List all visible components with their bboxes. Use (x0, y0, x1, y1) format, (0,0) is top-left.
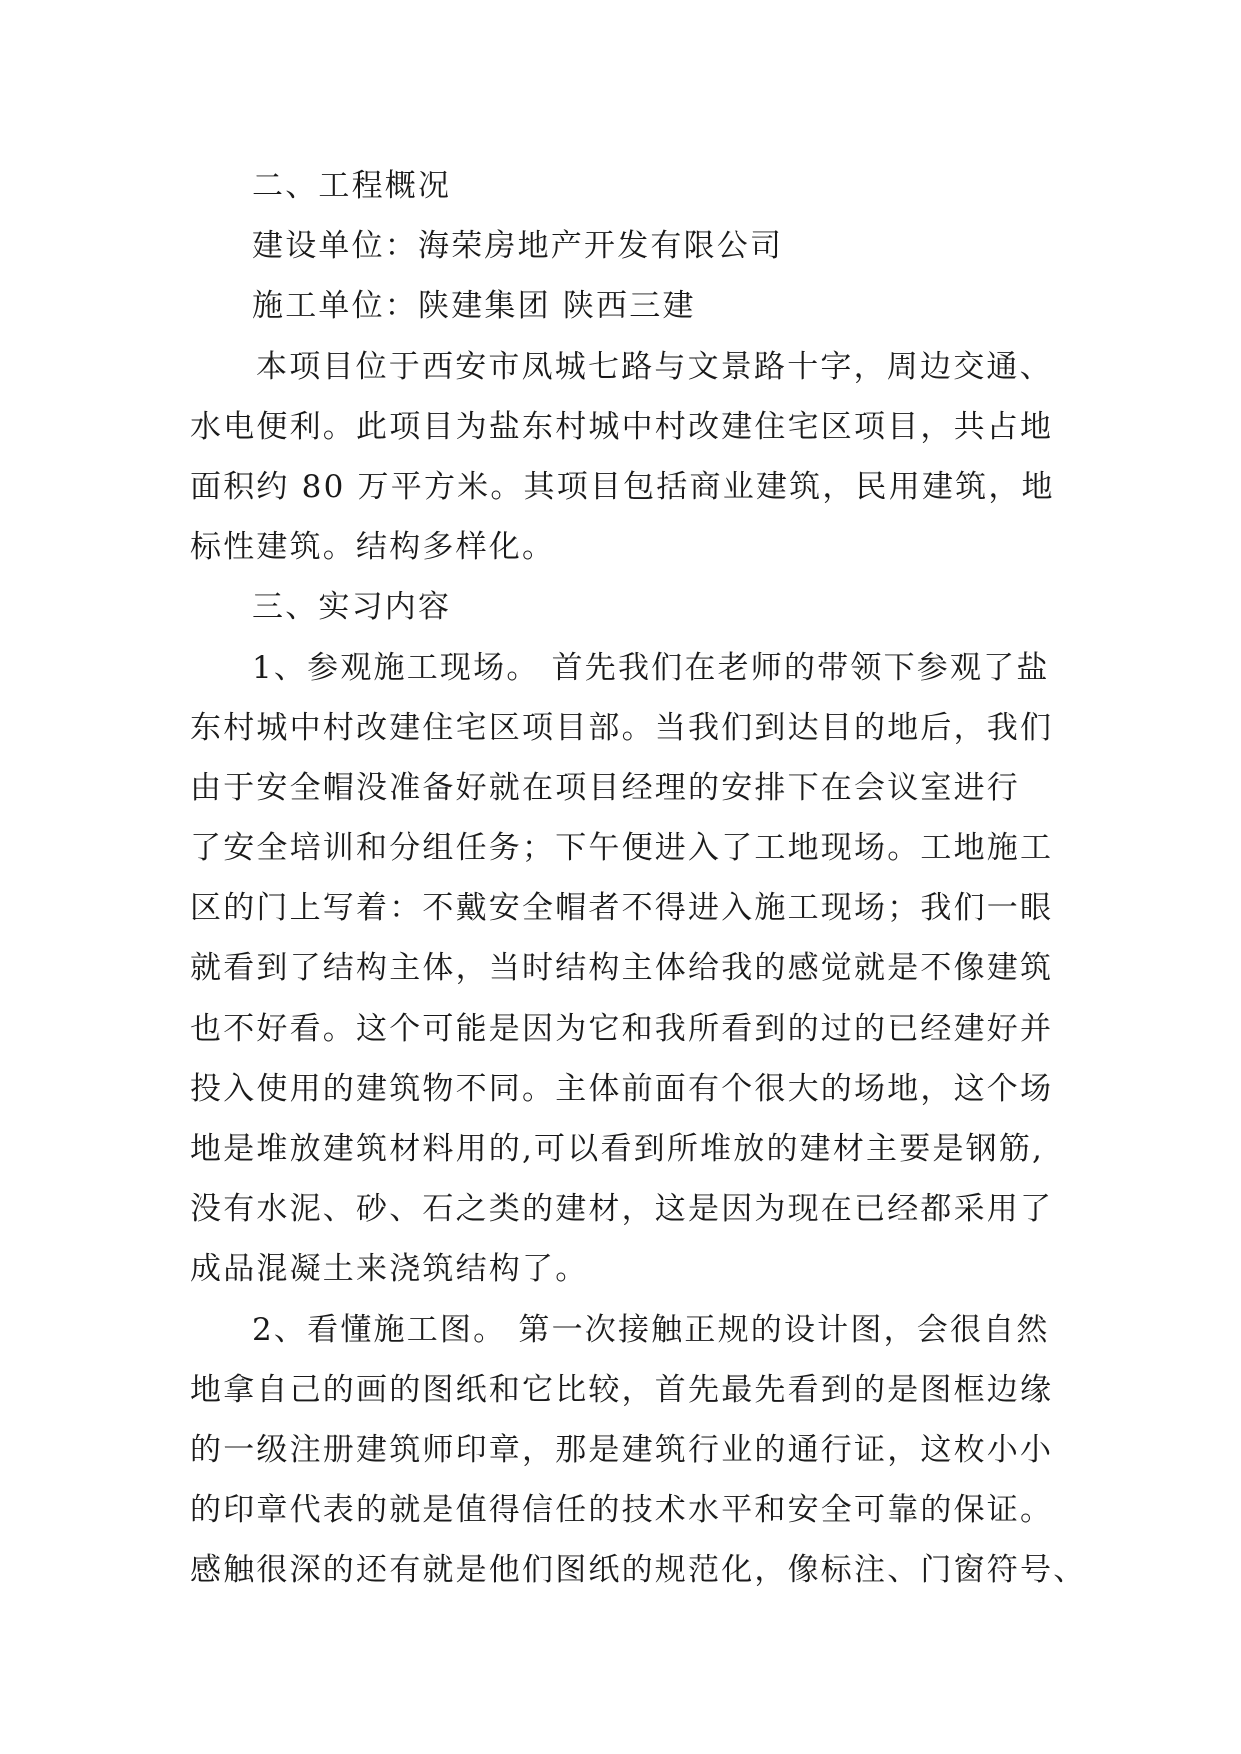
paragraph-line: 了安全培训和分组任务；下午便进入了工地现场。工地施工 (190, 830, 1054, 867)
paragraph-line: 东村城中村改建住宅区项目部。当我们到达目的地后，我们 (190, 709, 1054, 746)
paragraph-line: 由于安全帽没准备好就在项目经理的安排下在会议室进行 (190, 769, 1020, 806)
contractor-line: 施工单位：陕建集团 陕西三建 (252, 288, 696, 325)
paragraph-line: 水电便利。此项目为盐东村城中村改建住宅区项目，共占地 (190, 408, 1054, 445)
section-heading-project-overview: 二、工程概况 (252, 168, 452, 204)
paragraph-line: 面积约 80 万平方米。其项目包括商业建筑，民用建筑，地 (190, 468, 1055, 505)
document-body (190, 156, 1087, 1601)
paragraph-line: 的一级注册建筑师印章，那是建筑行业的通行证，这枚小小 (190, 1431, 1054, 1468)
paragraph-line: 投入使用的建筑物不同。主体前面有个很大的场地，这个场 (190, 1070, 1054, 1107)
paragraph-line: 地拿自己的画的图纸和它比较，首先最先看到的是图框边缘 (190, 1371, 1054, 1408)
paragraph-line: 区的门上写着：不戴安全帽者不得进入施工现场；我们一眼 (190, 890, 1054, 927)
paragraph-line: 感触很深的还有就是他们图纸的规范化，像标注、门窗符号、 (190, 1552, 1087, 1589)
paragraph-line: 就看到了结构主体，当时结构主体给我的感觉就是不像建筑 (190, 950, 1054, 987)
section-heading-internship-content: 三、实习内容 (252, 589, 452, 626)
paragraph-line: 没有水泥、砂、石之类的建材，这是因为现在已经都采用了 (190, 1191, 1054, 1228)
paragraph-line: 地是堆放建筑材料用的,可以看到所堆放的建材主要是钢筋, (190, 1131, 1045, 1167)
client-line: 建设单位：海荣房地产开发有限公司 (252, 228, 784, 265)
paragraph-line: 也不好看。这个可能是因为它和我所看到的过的已经建好并 (190, 1010, 1054, 1047)
paragraph-line: 1、参观施工现场。 首先我们在老师的带领下参观了盐 (252, 649, 1050, 686)
paragraph-line: 本项目位于西安市凤城七路与文景路十字，周边交通、 (256, 348, 1053, 385)
paragraph-line: 2、看懂施工图。 第一次接触正规的设计图，会很自然 (252, 1311, 1050, 1348)
paragraph-line: 标性建筑。结构多样化。 (190, 529, 556, 566)
paragraph-line: 成品混凝土来浇筑结构了。 (190, 1251, 589, 1288)
paragraph-line: 的印章代表的就是值得信任的技术水平和安全可靠的保证。 (190, 1492, 1054, 1529)
